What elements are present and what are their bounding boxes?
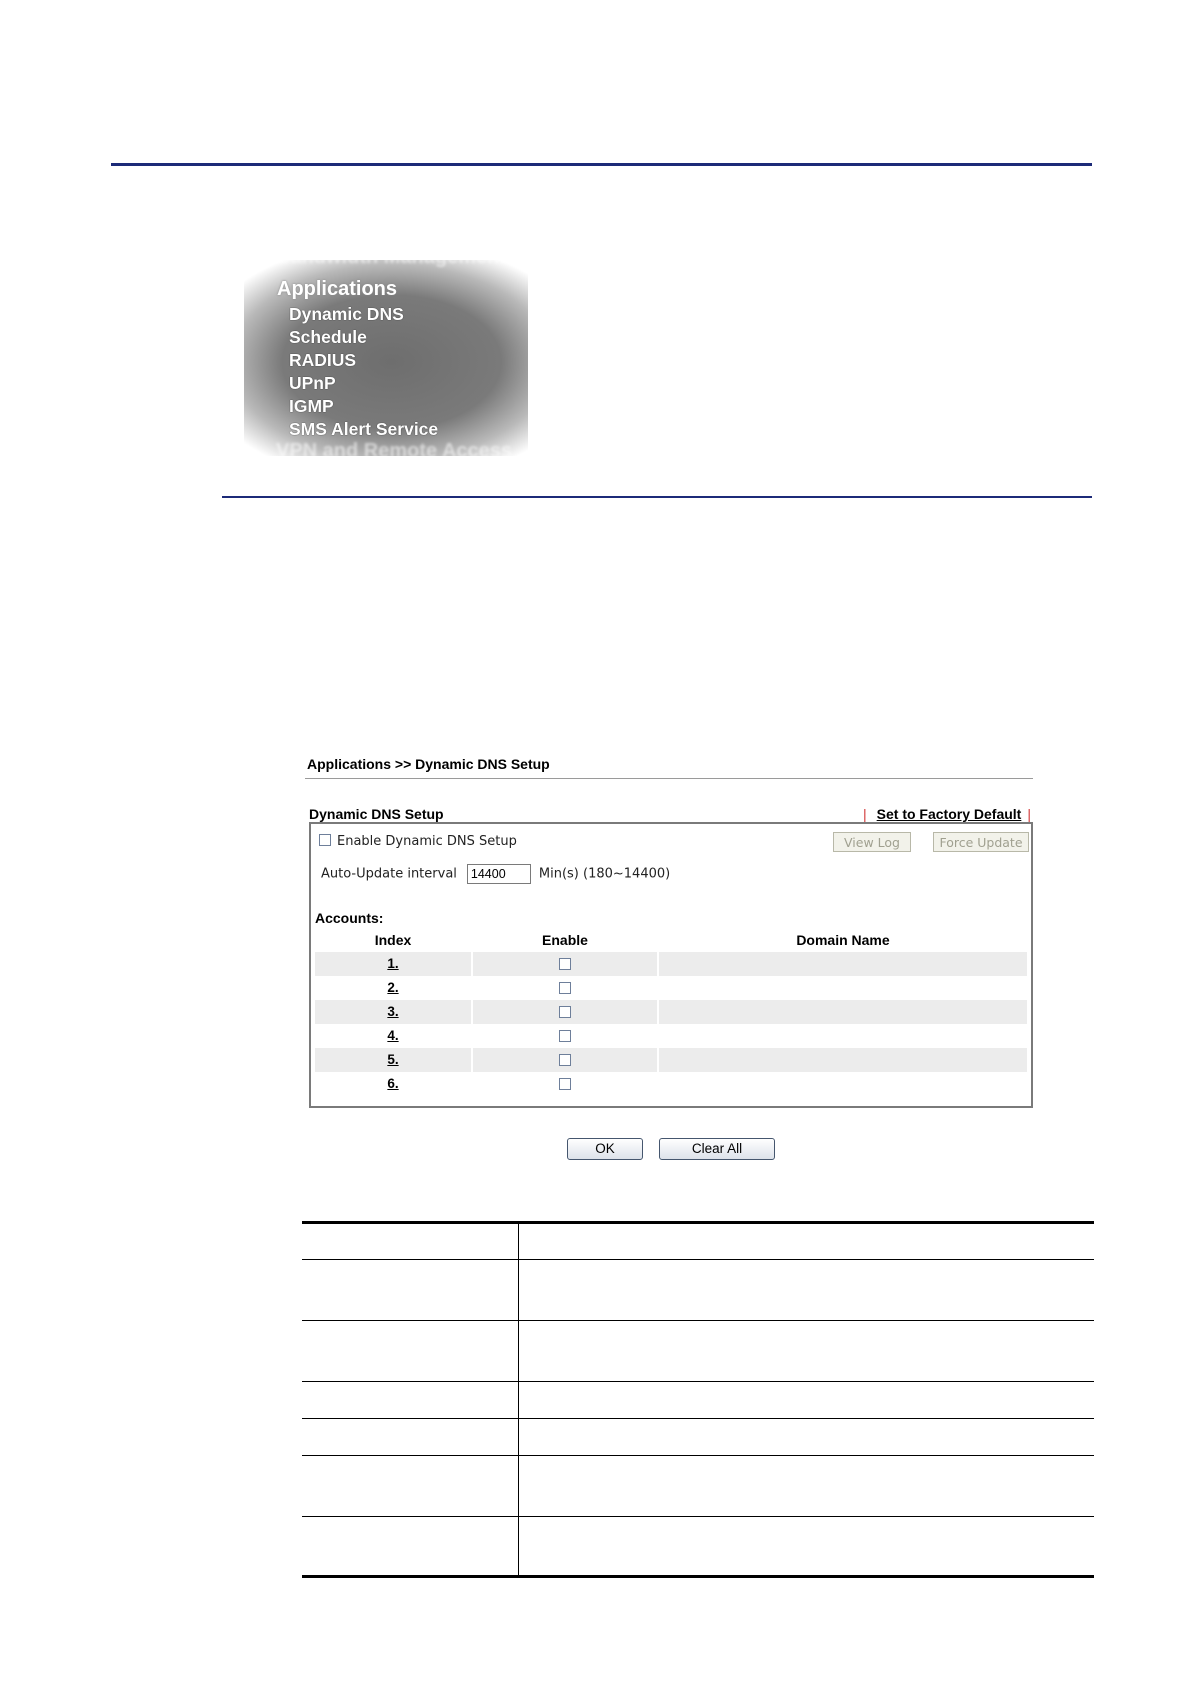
menu-item-radius: RADIUS: [289, 350, 357, 370]
row-index-link[interactable]: 6.: [387, 1076, 399, 1091]
row-index-link[interactable]: 3.: [315, 1000, 471, 1024]
table-rule: [302, 1516, 1094, 1517]
enable-ddns-checkbox[interactable]: [319, 834, 331, 846]
ddns-panel: [309, 822, 1033, 1108]
view-log-button[interactable]: View Log: [833, 832, 911, 852]
enable-row: [319, 834, 517, 849]
menu-item-upnp: UPnP: [289, 373, 336, 393]
top-rule: [111, 163, 1092, 166]
row-domain-cell: [659, 952, 1027, 976]
row-enable-checkbox[interactable]: [559, 1006, 571, 1018]
separator-left: |: [863, 806, 867, 822]
row-enable-checkbox[interactable]: [559, 982, 571, 994]
force-update-button[interactable]: Force Update: [933, 832, 1029, 852]
enable-ddns-label: Enable Dynamic DNS Setup: [337, 834, 517, 849]
table-row: [315, 952, 1027, 976]
clear-all-button[interactable]: Clear All: [659, 1138, 775, 1160]
table-rule: [302, 1455, 1094, 1456]
section-title: Dynamic DNS Setup: [309, 806, 444, 822]
table-column-divider: [518, 1221, 519, 1578]
row-domain-cell: [659, 1048, 1027, 1072]
row-domain-cell: [659, 976, 1027, 1000]
row-enable-checkbox[interactable]: [559, 1078, 571, 1090]
menu-heading: Applications: [277, 278, 398, 300]
menu-item-schedule: Schedule: [289, 327, 367, 347]
table-rule: [302, 1418, 1094, 1419]
row-enable-cell: [473, 1048, 657, 1072]
table-rule: [302, 1259, 1094, 1260]
row-enable-checkbox[interactable]: [559, 1030, 571, 1042]
breadcrumb-divider: [305, 778, 1033, 779]
interval-input[interactable]: [467, 864, 531, 884]
row-enable-checkbox[interactable]: [559, 958, 571, 970]
table-rule-top: [302, 1221, 1094, 1224]
interval-unit: Min(s) (180~14400): [538, 866, 671, 882]
menu-item-dynamic-dns: Dynamic DNS: [289, 304, 404, 324]
table-row: [315, 1024, 1027, 1048]
row-domain-cell: [659, 1000, 1027, 1024]
separator-right: |: [1027, 806, 1031, 822]
row-domain-cell: [659, 1024, 1027, 1048]
breadcrumb: Applications >> Dynamic DNS Setup: [307, 756, 550, 772]
ok-button[interactable]: OK: [567, 1138, 643, 1160]
table-rule: [302, 1381, 1094, 1382]
row-enable-checkbox[interactable]: [559, 1054, 571, 1066]
factory-default-group: [853, 806, 1031, 822]
row-index-link[interactable]: 1.: [315, 952, 471, 976]
table-row: [315, 976, 1027, 1000]
accounts-label: Accounts:: [315, 910, 384, 926]
row-enable-cell: [473, 1024, 657, 1048]
table-rule: [302, 1320, 1094, 1321]
row-index-link[interactable]: 2.: [387, 980, 399, 995]
section-rule: [222, 496, 1092, 498]
row-domain-cell: [659, 1072, 1027, 1096]
row-enable-cell: [473, 1000, 657, 1024]
row-enable-cell: [473, 952, 657, 976]
table-row: [315, 1000, 1027, 1024]
row-enable-cell: [473, 1072, 657, 1096]
menu-ghost-top: Bandwidth Management: [276, 246, 507, 268]
col-domain-name: Domain Name: [796, 932, 890, 948]
menu-ghost-bottom: VPN and Remote Access: [276, 440, 513, 462]
factory-default-link[interactable]: Set to Factory Default: [876, 806, 1022, 822]
row-index-link[interactable]: 4.: [387, 1028, 399, 1043]
table-row: [315, 1048, 1027, 1072]
menu-item-igmp: IGMP: [289, 396, 334, 416]
row-enable-cell: [473, 976, 657, 1000]
interval-label: Auto-Update interval: [321, 866, 457, 882]
table-rule-bottom: [302, 1575, 1094, 1578]
description-table: [302, 1221, 1094, 1578]
menu-screenshot: [244, 246, 528, 462]
row-index-link[interactable]: 5.: [315, 1048, 471, 1072]
menu-item-sms-alert: SMS Alert Service: [289, 419, 439, 439]
col-enable: Enable: [542, 932, 588, 948]
table-row: [315, 1072, 1027, 1096]
interval-row: [321, 864, 670, 884]
col-index: Index: [374, 932, 412, 948]
